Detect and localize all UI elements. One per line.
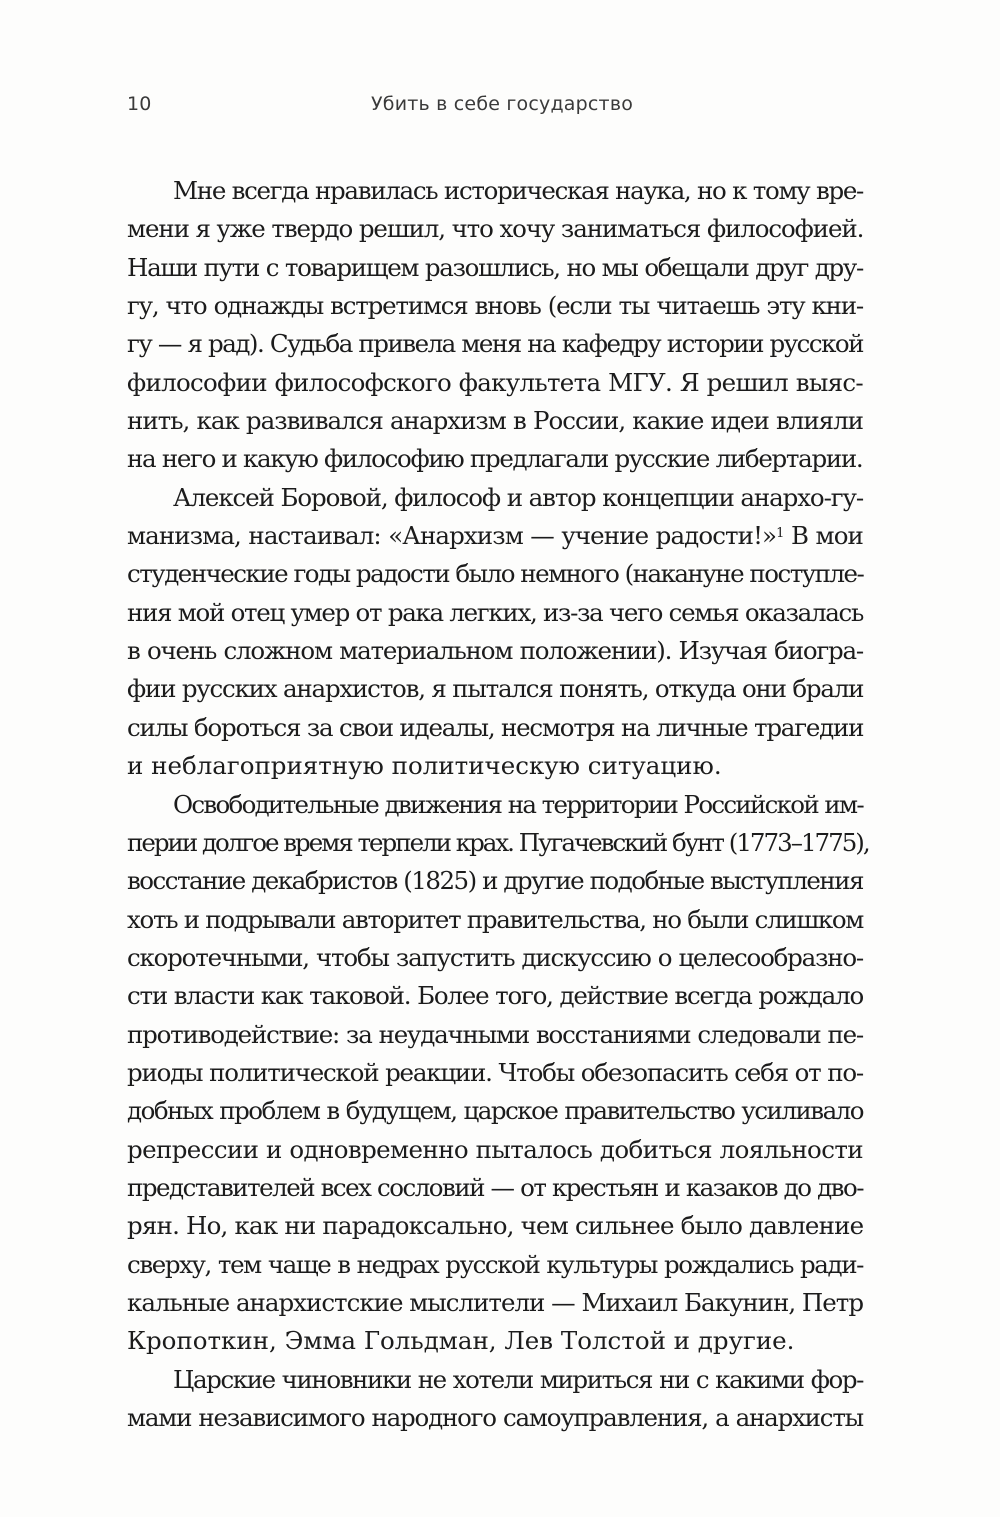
- paragraph-3-line-6: сти власти как таковой. Более того, действие всегда рождало: [127, 981, 863, 1011]
- paragraph-3-line-11: представителей всех сословий — от крестьян и казаков до дво-: [127, 1172, 863, 1202]
- paragraph-2-line-4: ния мой отец умер от рака легких, из-за чего семья оказалась: [127, 597, 863, 627]
- paragraph-3-line-5: скоротечными, чтобы запустить дискуссию о целесообразно-: [127, 942, 863, 972]
- paragraph-2-line-5: в очень сложном материальном положении). Изучая биогра-: [127, 636, 863, 666]
- paragraph-3-line-8: риоды политической реакции. Чтобы обезопасить себя от по-: [127, 1057, 863, 1087]
- paragraph-1-line-3: Наши пути с товарищем разошлись, но мы обещали друг дру-: [127, 252, 863, 282]
- running-title: Убить в себе государство: [371, 93, 634, 115]
- paragraph-1-line-5: гу — я рад). Судьба привела меня на кафедру истории русской: [127, 329, 863, 359]
- paragraph-3-line-3: восстание декабристов (1825) и другие подобные выступления: [127, 866, 863, 896]
- paragraph-1-line-7: нить, как развивался анархизм в России, какие идеи влияли: [127, 406, 863, 436]
- paragraph-2-line-1: Алексей Боровой, философ и автор концепции анархо-гу-: [173, 482, 863, 512]
- paragraph-2-line-2-text: манизма, настаивал: «Анархизм — учение радости!»: [127, 521, 777, 551]
- paragraph-2-line-2: [127, 517, 863, 555]
- paragraph-4-line-1: Царские чиновники не хотели мириться ни с какими фор-: [173, 1364, 863, 1394]
- paragraph-3-line-10: репрессии и одновременно пыталось добиться лояльности: [127, 1134, 863, 1164]
- page-number: 10: [127, 93, 152, 115]
- paragraph-3-line-14: кальные анархистские мыслители — Михаил Бакунин, Петр: [127, 1287, 863, 1317]
- paragraph-2-line-7: силы бороться за свои идеалы, несмотря на личные трагедии: [127, 712, 864, 742]
- paragraph-3-line-2: перии долгое время терпели крах. Пугачевский бунт (1773–1775),: [127, 827, 869, 857]
- paragraph-3-line-13: сверху, тем чаще в недрах русской культуры рождались ради-: [127, 1249, 863, 1279]
- paragraph-3-line-7: противодействие: за неудачными восстаниями следовали пе-: [127, 1019, 863, 1049]
- paragraph-1-line-2: мени я уже твердо решил, что хочу заниматься философией.: [127, 214, 864, 244]
- footnote-marker[interactable]: 1: [776, 526, 784, 542]
- paragraph-3-line-15: Кропоткин, Эмма Гольдман, Лев Толстой и другие.: [127, 1326, 795, 1356]
- paragraph-4-line-2: мами независимого народного самоуправления, а анархисты: [127, 1403, 863, 1432]
- paragraph-1-line-8: на него и какую философию предлагали русские либертарии.: [127, 444, 863, 474]
- paragraph-2-line-6: фии русских анархистов, я пытался понять, откуда они брали: [127, 674, 864, 704]
- paragraph-3-line-1: Освободительные движения на территории Российской им-: [173, 789, 863, 819]
- paragraph-2-line-2-tail: В мои: [783, 521, 863, 551]
- running-head: [127, 93, 863, 123]
- paragraph-1-line-4: гу, что однажды встретимся вновь (если ты читаешь эту кни-: [127, 291, 863, 321]
- paragraph-3-line-12: рян. Но, как ни парадоксально, чем сильнее было давление: [127, 1211, 864, 1241]
- paragraph-2-line-8: и неблагоприятную политическую ситуацию.: [127, 751, 722, 781]
- paragraph-3-line-9: добных проблем в будущем, царское правительство усиливало: [127, 1096, 863, 1126]
- paragraph-3-line-4: хоть и подрывали авторитет правительства, но были слишком: [127, 904, 864, 934]
- paragraph-1-line-6: философии философского факультета МГУ. Я решил выяс-: [127, 367, 863, 397]
- paragraph-1-line-1: Мне всегда нравилась историческая наука, но к тому вре-: [173, 176, 863, 205]
- paragraph-2-line-3: студенческие годы радости было немного (накануне поступле-: [127, 559, 864, 589]
- body-text: [127, 172, 869, 1437]
